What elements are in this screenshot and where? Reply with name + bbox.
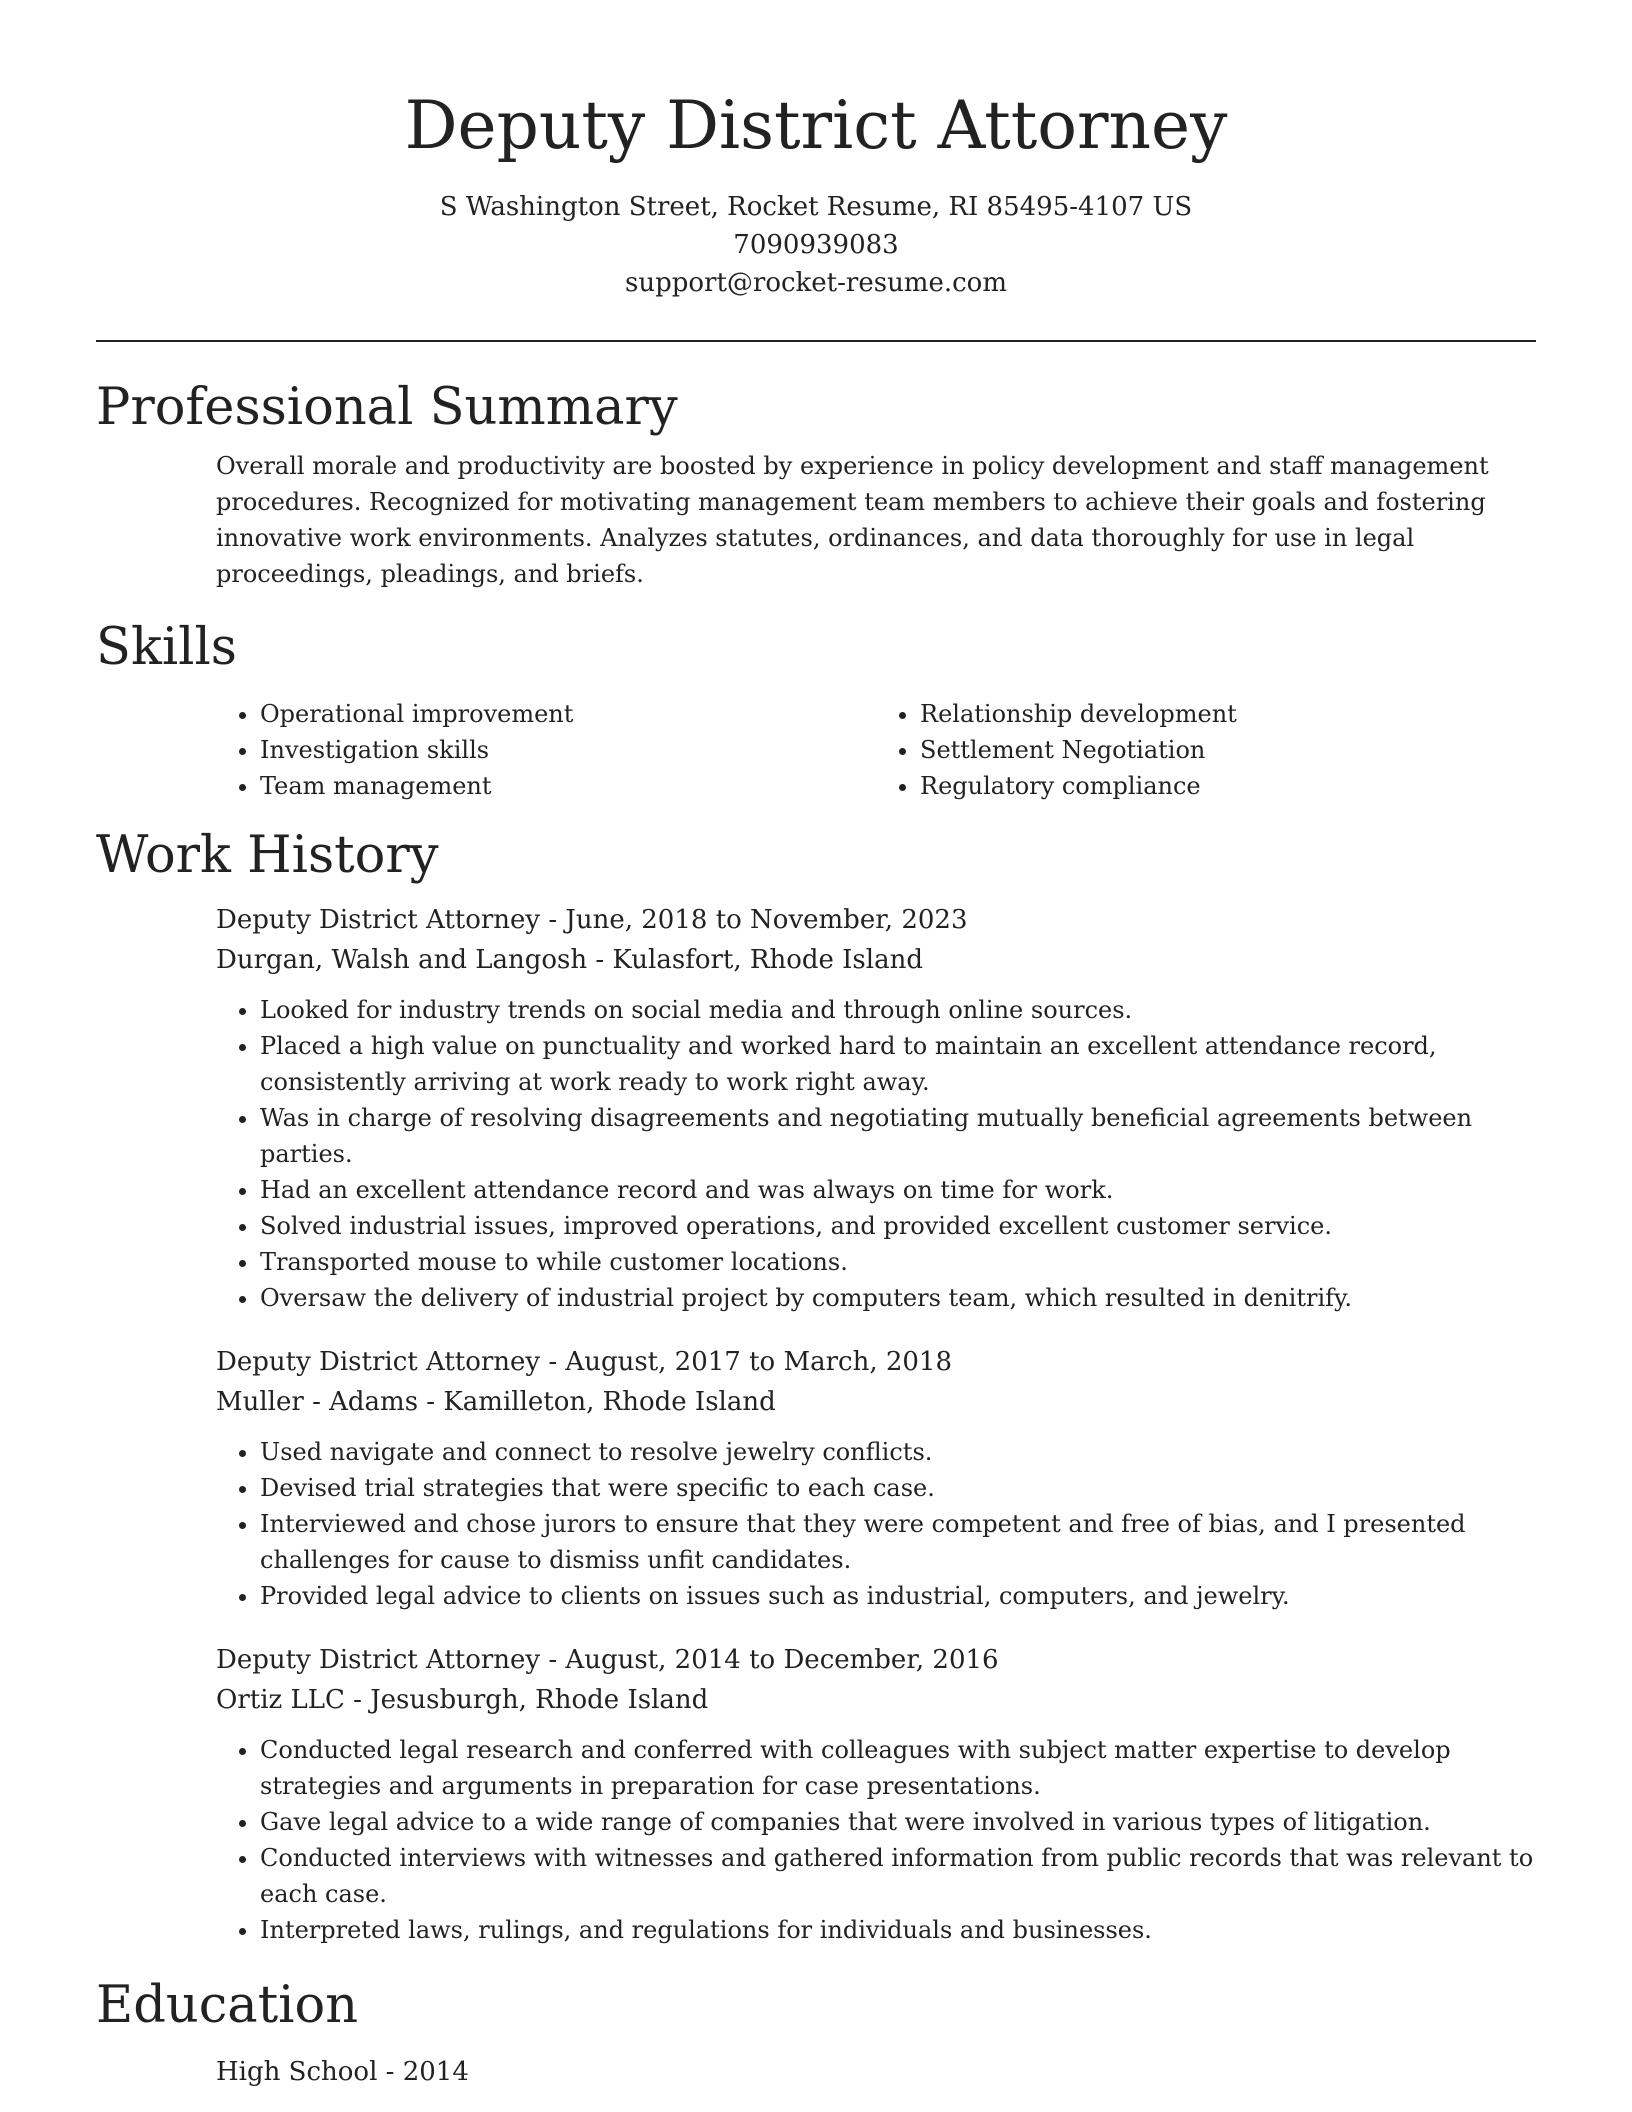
header-divider xyxy=(96,340,1536,342)
job-duty: • Transported mouse to while customer locations. xyxy=(260,1244,1536,1280)
skills-list xyxy=(216,696,1536,804)
skills-heading: Skills xyxy=(96,618,237,677)
job-role: Deputy District Attorney - August, 2017 to March, 2018 xyxy=(216,1347,953,1377)
job-entry xyxy=(216,1342,1536,1614)
resume-page xyxy=(96,0,1536,2092)
job-employer: Ortiz LLC - Jesusburgh, Rhode Island xyxy=(216,1685,709,1715)
job-duty: • Had an excellent attendance record and was always on time for work. xyxy=(260,1172,1536,1208)
skill-item: • Settlement Negotiation xyxy=(920,732,1536,768)
job-employer: Muller - Adams - Kamilleton, Rhode Island xyxy=(216,1387,776,1417)
job-duty: • Solved industrial issues, improved operations, and provided excellent customer service. xyxy=(260,1208,1536,1244)
job-duty: • Was in charge of resolving disagreements and negotiating mutually beneficial agreements between parties. xyxy=(260,1100,1536,1172)
summary-heading: Professional Summary xyxy=(96,378,678,437)
contact-phone: 7090939083 xyxy=(733,230,899,260)
job-duty: • Conducted legal research and conferred with colleagues with subject matter expertise to develop strategies and arguments in preparation for case presentations. xyxy=(260,1732,1536,1804)
job-duty: • Oversaw the delivery of industrial project by computers team, which resulted in denitrify. xyxy=(260,1280,1536,1316)
skill-item: • Investigation skills xyxy=(260,732,876,768)
education-heading: Education xyxy=(96,1976,359,2035)
contact-address: S Washington Street, Rocket Resume, RI 85495-4107 US xyxy=(439,192,1193,222)
job-duty: • Provided legal advice to clients on issues such as industrial, computers, and jewelry. xyxy=(260,1578,1536,1614)
skills-column-right xyxy=(876,696,1536,804)
candidate-name: Deputy District Attorney xyxy=(404,87,1228,164)
job-employer: Durgan, Walsh and Langosh - Kulasfort, Rhode Island xyxy=(216,945,923,975)
skill-item: • Regulatory compliance xyxy=(920,768,1536,804)
work-history-heading: Work History xyxy=(96,826,439,885)
job-duty: • Used navigate and connect to resolve jewelry conflicts. xyxy=(260,1434,1536,1470)
contact-block xyxy=(96,188,1536,302)
job-role: Deputy District Attorney - August, 2014 to December, 2016 xyxy=(216,1645,999,1675)
skill-item: • Operational improvement xyxy=(260,696,876,732)
job-duties xyxy=(216,1732,1536,1948)
contact-email: support@rocket-resume.com xyxy=(624,268,1007,298)
job-duty: • Interpreted laws, rulings, and regulations for individuals and businesses. xyxy=(260,1912,1536,1948)
job-entry xyxy=(216,1640,1536,1948)
job-duties xyxy=(216,1434,1536,1614)
job-duty: • Looked for industry trends on social media and through online sources. xyxy=(260,992,1536,1028)
resume-header xyxy=(96,0,1536,342)
skills-column-left xyxy=(216,696,876,804)
job-entry xyxy=(216,900,1536,1316)
job-duty: • Interviewed and chose jurors to ensure that they were competent and free of bias, and I presented challenges for cause to dismiss unfit candidates. xyxy=(260,1506,1536,1578)
summary-text: Overall morale and productivity are boosted by experience in policy development and staff management procedures. Recognized for motivating management team members to achieve their goals and fostering innovative work environments. Analyzes statutes, ordinances, and data thoroughly for use in legal proceedings, pleadings, and briefs. xyxy=(216,452,1489,588)
job-duty: • Placed a high value on punctuality and worked hard to maintain an excellent attendance record, consistently arriving at work ready to work right away. xyxy=(260,1028,1536,1100)
skill-item: • Relationship development xyxy=(920,696,1536,732)
skill-item: • Team management xyxy=(260,768,876,804)
job-role: Deputy District Attorney - June, 2018 to November, 2023 xyxy=(216,905,968,935)
job-duty: • Conducted interviews with witnesses and gathered information from public records that was relevant to each case. xyxy=(260,1840,1536,1912)
education-item: High School - 2014 xyxy=(216,2057,469,2087)
job-duty: • Gave legal advice to a wide range of companies that were involved in various types of litigation. xyxy=(260,1804,1536,1840)
job-duty: • Devised trial strategies that were specific to each case. xyxy=(260,1470,1536,1506)
job-duties xyxy=(216,992,1536,1316)
